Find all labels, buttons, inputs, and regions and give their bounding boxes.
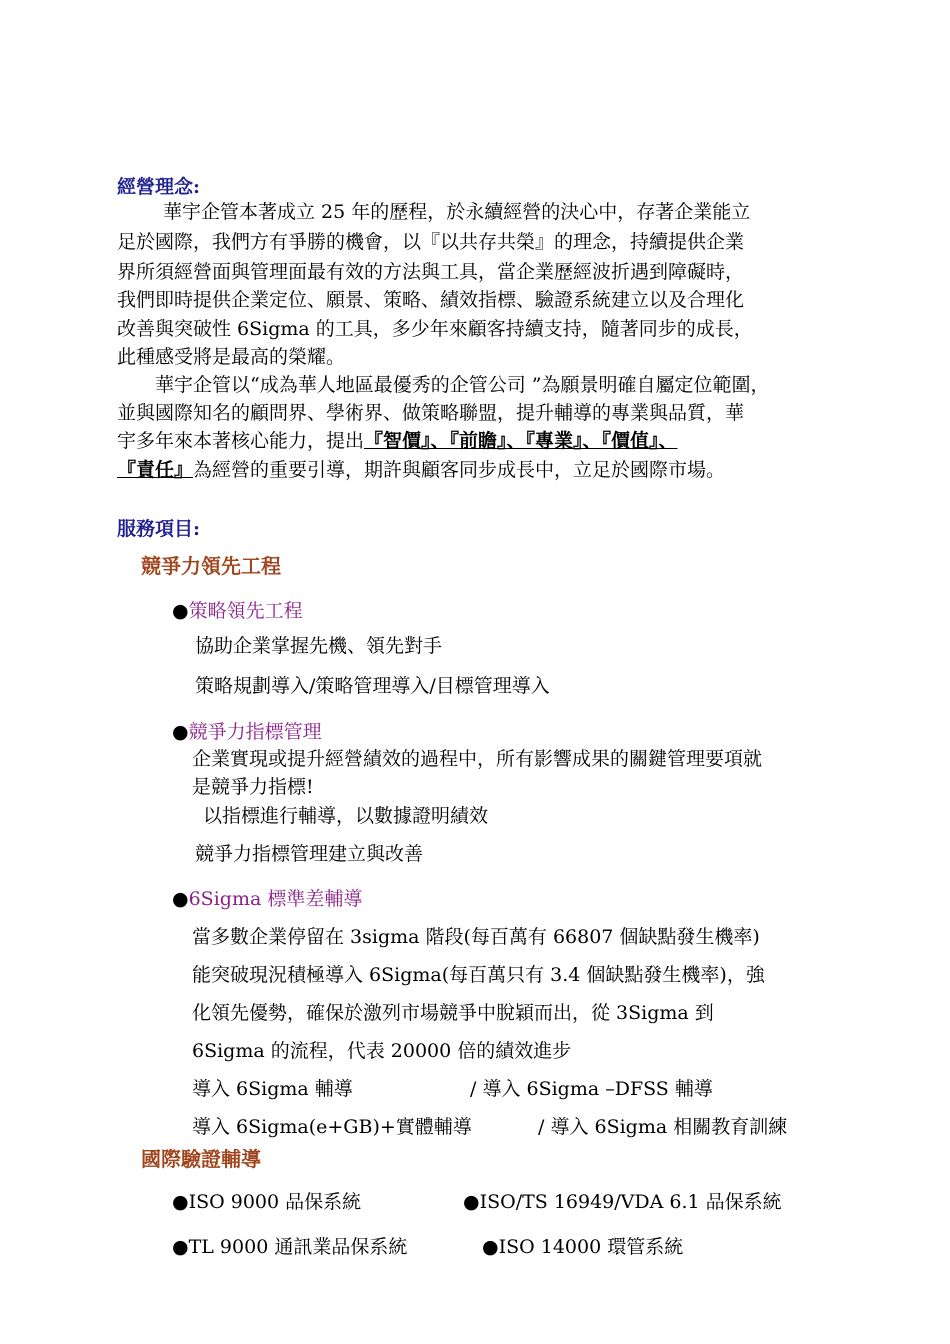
philosophy-line	[117, 455, 725, 485]
philosophy-line: 界所須經營面與管理面最有效的方法與工具，當企業歷經波折遇到障礙時，	[117, 261, 745, 283]
service-desc: 導入 6Sigma(e+GB)+實體輔導	[192, 1116, 472, 1138]
philosophy-line: 並與國際知名的顧問界、學術界、做策略聯盟，提升輔導的專業與品質，華	[117, 402, 745, 424]
service-desc: 企業實現或提升經營績效的過程中，所有影響成果的關鍵管理要項就	[192, 748, 763, 770]
service-desc: 競爭力指標管理建立與改善	[195, 843, 424, 865]
service-title: 競爭力指標管理	[188, 721, 322, 743]
section-title-competitiveness: 競爭力領先工程	[141, 554, 281, 578]
bullet-icon: ●	[172, 1191, 189, 1213]
service-item-kpi	[172, 717, 322, 744]
service-desc: 是競爭力指標!	[192, 776, 314, 798]
bullet-icon: ●	[172, 1236, 189, 1258]
cert-label: ISO 14000 環管系統	[498, 1236, 684, 1258]
core-values-emphasis: 『責任』	[117, 459, 194, 481]
bullet-icon: ●	[482, 1236, 499, 1258]
section-title-certification: 國際驗證輔導	[141, 1147, 261, 1171]
service-desc: / 導入 6Sigma 相關教育訓練	[538, 1116, 788, 1138]
bullet-icon: ●	[463, 1191, 480, 1213]
cert-item	[482, 1232, 683, 1259]
services-heading: 服務項目:	[117, 518, 201, 540]
service-desc: 策略規劃導入/策略管理導入/目標管理導入	[195, 675, 550, 697]
philosophy-line: 改善與突破性 6Sigma 的工具，多少年來顧客持續支持，隨著同步的成長，	[117, 318, 753, 340]
core-values-emphasis: 『智價』、『前瞻』、『專業』、『價值』、	[364, 430, 678, 452]
cert-item	[463, 1187, 782, 1214]
service-desc: 協助企業掌握先機、領先對手	[195, 635, 443, 657]
cert-item	[172, 1187, 361, 1214]
philosophy-line: 足於國際，我們方有爭勝的機會，以『以共存共榮』的理念，持續提供企業	[117, 231, 745, 253]
service-desc: / 導入 6Sigma –DFSS 輔導	[470, 1078, 713, 1100]
cert-label: ISO 9000 品保系統	[188, 1191, 362, 1213]
service-desc: 能突破現況積極導入 6Sigma(每百萬只有 3.4 個缺點發生機率)，強	[192, 964, 765, 986]
bullet-icon: ●	[172, 888, 189, 910]
service-title: 策略領先工程	[188, 600, 303, 622]
philosophy-line: 我們即時提供企業定位、願景、策略、績效指標、驗證系統建立以及合理化	[117, 289, 745, 311]
bullet-icon: ●	[172, 721, 189, 743]
philosophy-line: 此種感受將是最高的榮耀。	[117, 346, 346, 368]
philosophy-line: 華宇企管本著成立 25 年的歷程，於永續經營的決心中，存著企業能立	[163, 201, 751, 223]
philosophy-text: 宇多年來本著核心能力，提出	[117, 430, 365, 452]
philosophy-line: 華宇企管以“成為華人地區最優秀的企管公司 ”為願景明確自屬定位範圍，	[155, 374, 770, 396]
bullet-icon: ●	[172, 600, 189, 622]
service-desc: 當多數企業停留在 3sigma 階段(每百萬有 66807 個缺點發生機率)	[192, 926, 760, 948]
service-desc: 以指標進行輔導，以數據證明績效	[203, 805, 489, 827]
service-desc: 6Sigma 的流程，代表 20000 倍的績效進步	[192, 1040, 572, 1062]
philosophy-line	[117, 426, 678, 456]
philosophy-text: 為經營的重要引導，期許與顧客同步成長中，立足於國際市場。	[193, 459, 726, 481]
cert-item	[172, 1232, 407, 1259]
service-desc: 化領先優勢，確保於激列市場競爭中脫穎而出，從 3Sigma 到	[192, 1002, 714, 1024]
service-item-strategy	[172, 596, 303, 623]
cert-label: ISO/TS 16949/VDA 6.1 品保系統	[479, 1191, 782, 1213]
service-item-6sigma	[172, 884, 362, 911]
philosophy-heading: 經營理念:	[117, 176, 201, 198]
service-desc: 導入 6Sigma 輔導	[192, 1078, 353, 1100]
cert-label: TL 9000 通訊業品保系統	[188, 1236, 408, 1258]
service-title: 6Sigma 標準差輔導	[188, 888, 363, 910]
